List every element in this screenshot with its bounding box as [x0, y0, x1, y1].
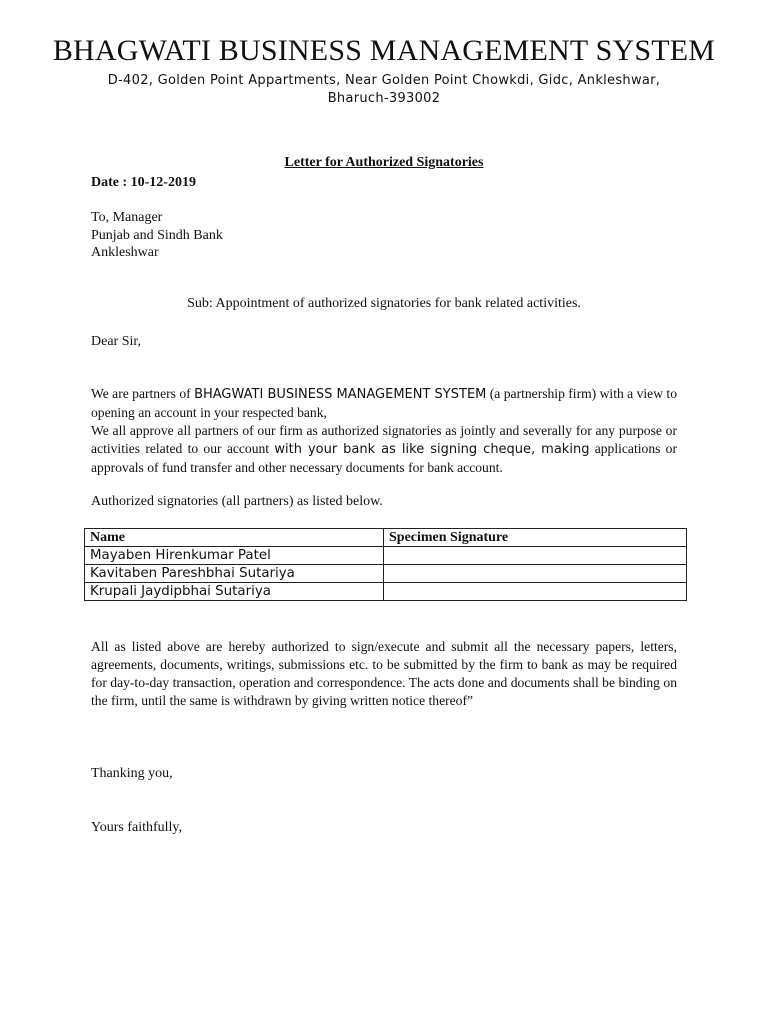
header-specimen-signature: Specimen Signature: [384, 529, 687, 547]
para2-text-a: We all approve all partners of our firm as authorized signatories as jointly and severally for any purpose or activities related to our account: [91, 423, 677, 456]
recipient-line-3: Ankleshwar: [91, 245, 159, 260]
authorization-text: All as listed above are hereby authorized to sign/execute and submit all the necessary papers, letters, agreements, documents, writings, submissions etc. to be submitted by the firm to bank as may be required for day-to-day transaction, operation and correspondence. The acts done and documents shall be binding on the firm, until the same is withdrawn by giving written notice thereof”: [91, 639, 677, 708]
company-address: [70, 72, 698, 108]
letter-title: Letter for Authorized Signatories: [284, 155, 484, 170]
table-row: [85, 583, 687, 601]
signature-cell: [384, 583, 687, 601]
salutation: Dear Sir,: [91, 334, 141, 349]
recipient-line-1: To, Manager: [91, 210, 163, 225]
closing-line: Yours faithfully,: [91, 820, 183, 835]
address-line-2: Bharuch-393002: [327, 91, 441, 106]
signature-cell: [384, 565, 687, 583]
table-row: [85, 565, 687, 583]
company-name: BHAGWATI BUSINESS MANAGEMENT SYSTEM: [52, 34, 716, 67]
header-name: Name: [85, 529, 384, 547]
table-row: [85, 547, 687, 565]
signatory-name: Krupali Jaydipbhai Sutariya: [85, 583, 384, 601]
para1-company-name: BHAGWATI BUSINESS MANAGEMENT SYSTEM: [194, 387, 487, 402]
address-line-1: D-402, Golden Point Appartments, Near Golden Point Chowkdi, Gidc, Ankleshwar,: [107, 73, 661, 88]
signature-cell: [384, 547, 687, 565]
partnership-statement: [91, 385, 677, 422]
para1-text-b: (a partnership firm) with a view to opening an account in your respected bank,: [91, 386, 678, 420]
body-paragraph-1: [91, 385, 677, 477]
letter-sub-line: Sub: Appointment of authorized signatories for bank related activities.: [187, 296, 581, 311]
para2-text-b: with your bank as like signing cheque, making: [274, 442, 590, 457]
authorization-paragraph: [91, 638, 677, 710]
signatories-table: [84, 528, 687, 601]
signatory-name: Kavitaben Pareshbhai Sutariya: [85, 565, 384, 583]
thanks-line: Thanking you,: [91, 766, 173, 781]
letter-date: Date : 10-12-2019: [91, 175, 196, 190]
approval-statement: [91, 422, 677, 477]
recipient-line-2: Punjab and Sindh Bank: [91, 228, 223, 243]
para1-text-a: We are partners of: [91, 386, 195, 401]
table-header-row: [85, 529, 687, 547]
para2-text-c: applications or approvals of fund transfer and other necessary documents for bank account.: [91, 441, 677, 475]
signatory-name: Mayaben Hirenkumar Patel: [85, 547, 384, 565]
signatories-intro: Authorized signatories (all partners) as listed below.: [91, 494, 383, 509]
